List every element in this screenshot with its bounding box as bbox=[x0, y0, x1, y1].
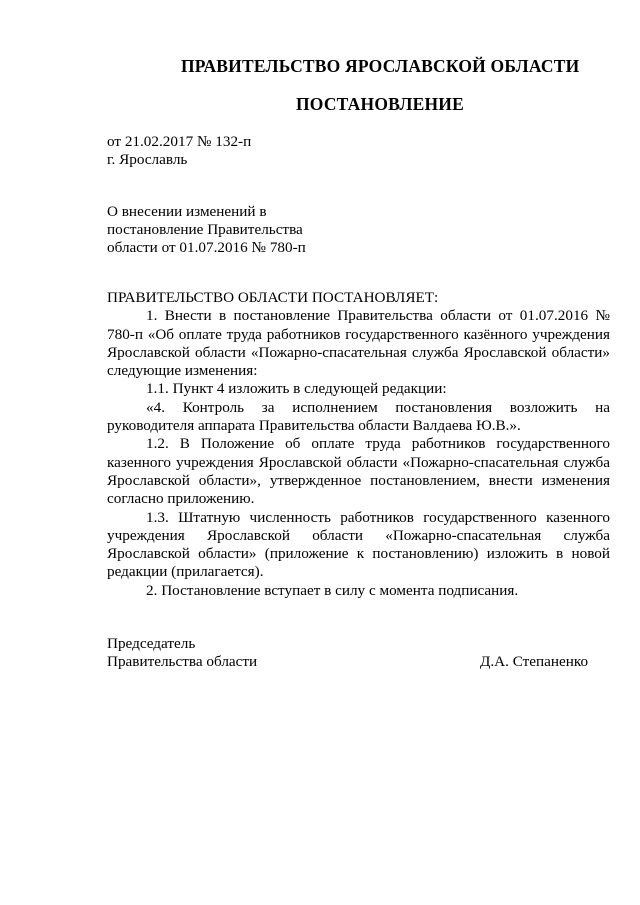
document-type-heading: ПОСТАНОВЛЕНИЕ bbox=[296, 94, 464, 114]
paragraph-1-1-quote: «4. Контроль за исполнением постановления возложить на руководителя аппарата Правительства области Валдаева Ю.В.». bbox=[107, 398, 610, 435]
subject-line-1: О внесении изменений в bbox=[107, 203, 267, 220]
signatory-title-line-2: Правительства области bbox=[107, 653, 258, 670]
signatory-name: Д.А. Степаненко bbox=[480, 653, 589, 670]
date-number: от 21.02.2017 № 132-п bbox=[107, 133, 252, 150]
paragraph-1-1: 1.1. Пункт 4 изложить в следующей редакции: bbox=[146, 380, 447, 398]
organization-heading: ПРАВИТЕЛЬСТВО ЯРОСЛАВСКОЙ ОБЛАСТИ bbox=[181, 56, 580, 76]
paragraph-1-3: 1.3. Штатную численность работников государственного казенного учреждения Ярославской области «Пожарно-спасательная служба Ярославской области» (приложение к постановлению) изложить в новой редакции (прилагается). bbox=[107, 508, 610, 581]
paragraph-1-2: 1.2. В Положение об оплате труда работников государственного казенного учреждения Ярославской области «Пожарно-спасательная служба Ярославской области», утвержденное постановлением, внести изменения согласно приложению. bbox=[107, 435, 610, 508]
resolution-body bbox=[107, 289, 610, 600]
subject-line-2: постановление Правительства bbox=[107, 221, 303, 238]
preamble: ПРАВИТЕЛЬСТВО ОБЛАСТИ ПОСТАНОВЛЯЕТ: bbox=[107, 289, 439, 306]
signatory-title-line-1: Председатель bbox=[107, 635, 196, 652]
paragraph-1: 1. Внести в постановление Правительства области от 01.07.2016 № 780-п «Об оплате труда работников государственного казённого учреждения Ярославской области «Пожарно-спасательная служба Ярославской области» следующие изменения: bbox=[107, 307, 610, 380]
subject-line-3: области от 01.07.2016 № 780-п bbox=[107, 239, 306, 256]
city: г. Ярославль bbox=[107, 151, 188, 168]
paragraph-2: 2. Постановление вступает в силу с момента подписания. bbox=[146, 581, 519, 599]
